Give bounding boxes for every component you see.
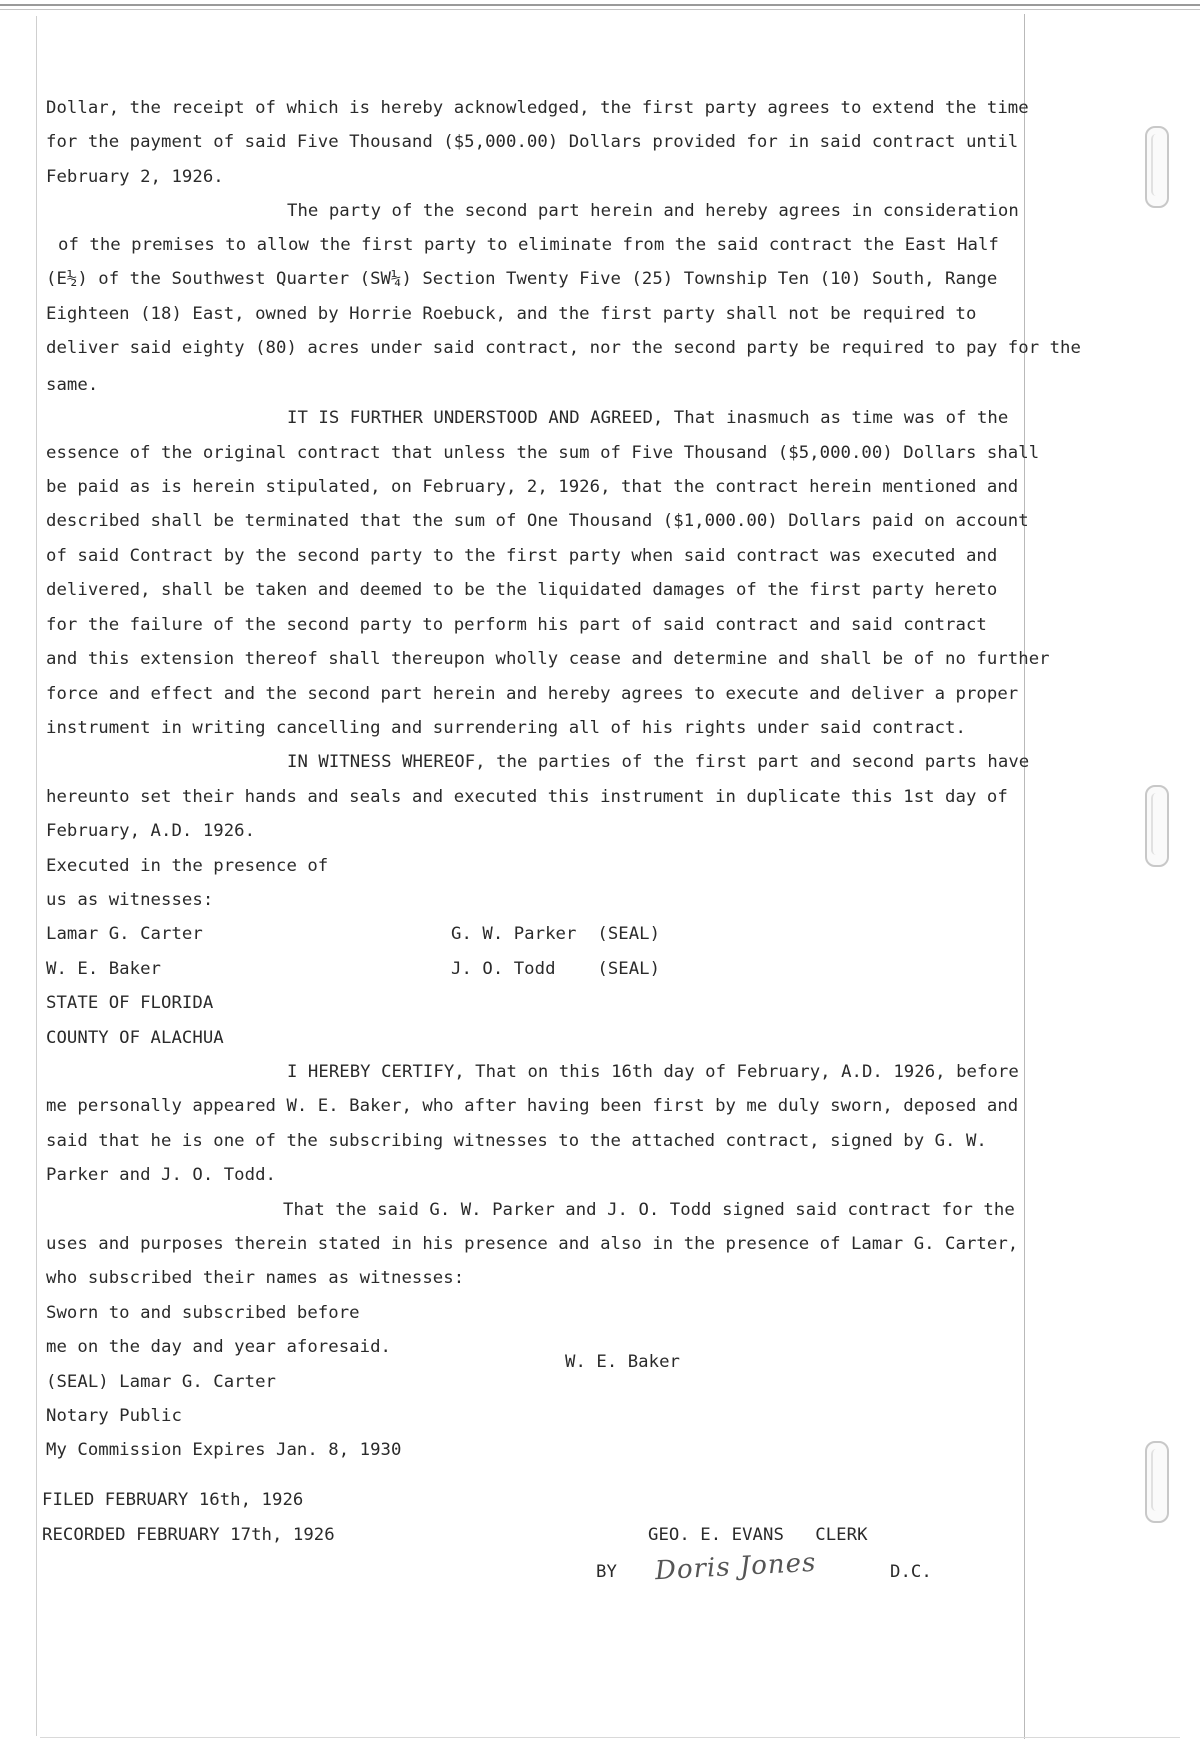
text-line-6: (E½) of the Southwest Quarter (SW¼) Section Twenty Five (25) Township Ten (10) South, Range [46, 269, 998, 289]
text-line-36: uses and purposes therein stated in his presence and also in the presence of Lamar G. Carter, [46, 1234, 1019, 1254]
text-line-1: Dollar, the receipt of which is hereby acknowledged, the first party agrees to extend the time [46, 98, 1029, 118]
text-line-19: instrument in writing cancelling and surrendering all of his rights under said contract. [46, 718, 966, 738]
text-line-2: for the payment of said Five Thousand ($5,000.00) Dollars provided for in said contract until [46, 132, 1019, 152]
text-line-18: force and effect and the second part herein and hereby agrees to execute and deliver a proper [46, 684, 1019, 704]
text-line-13: described shall be terminated that the sum of One Thousand ($1,000.00) Dollars paid on account [46, 511, 1029, 531]
text-line-8: deliver said eighty (80) acres under said contract, nor the second party be required to pay for the [46, 338, 1081, 358]
witness-we-baker: W. E. Baker [46, 959, 161, 979]
text-line-4: The party of the second part herein and hereby agrees in consideration [287, 201, 1019, 221]
text-line-16: for the failure of the second party to perform his part of said contract and said contract [46, 615, 987, 635]
right-margin-rule [1024, 14, 1025, 1739]
notary-public-line: Notary Public [46, 1406, 182, 1426]
text-line-38: Sworn to and subscribed before [46, 1303, 360, 1323]
text-line-23: Executed in the presence of [46, 856, 329, 876]
notary-seal-line: (SEAL) Lamar G. Carter [46, 1372, 276, 1392]
state-heading: STATE OF FLORIDA [46, 993, 214, 1013]
binder-ring-hole-top [1145, 126, 1169, 208]
text-line-31: I HEREBY CERTIFY, That on this 16th day of February, A.D. 1926, before [287, 1062, 1019, 1082]
text-line-22: February, A.D. 1926. [46, 821, 256, 841]
signatory-todd-seal: J. O. Todd (SEAL) [451, 959, 661, 979]
witness-lamar-carter: Lamar G. Carter [46, 924, 203, 944]
clerk-name-line: GEO. E. EVANS CLERK [648, 1525, 868, 1545]
text-line-5: of the premises to allow the first party to eliminate from the said contract the East Half [58, 235, 999, 255]
text-line-21: hereunto set their hands and seals and executed this instrument in duplicate this 1st day of [46, 787, 1008, 807]
filed-date-line: FILED FEBRUARY 16th, 1926 [42, 1490, 304, 1510]
text-line-33: said that he is one of the subscribing witnesses to the attached contract, signed by G. W. [46, 1131, 987, 1151]
top-border-rule-thin [0, 9, 1200, 10]
text-line-34: Parker and J. O. Todd. [46, 1165, 276, 1185]
left-margin-rule [36, 16, 37, 1736]
commission-expiry-line: My Commission Expires Jan. 8, 1930 [46, 1440, 402, 1460]
text-line-17: and this extension thereof shall thereupon wholly cease and determine and shall be of no further [46, 649, 1050, 669]
text-line-11: essence of the original contract that unless the sum of Five Thousand ($5,000.00) Dollars shall [46, 443, 1040, 463]
text-line-7: Eighteen (18) East, owned by Horrie Roebuck, and the first party shall not be required to [46, 304, 977, 324]
text-line-39: me on the day and year aforesaid. [46, 1337, 391, 1357]
text-line-14: of said Contract by the second party to the first party when said contract was executed and [46, 546, 998, 566]
text-line-3: February 2, 1926. [46, 167, 224, 187]
text-line-12: be paid as is herein stipulated, on February, 2, 1926, that the contract herein mentioned and [46, 477, 1019, 497]
signatory-parker-seal: G. W. Parker (SEAL) [451, 924, 661, 944]
binder-ring-hole-middle [1145, 785, 1169, 867]
text-line-15: delivered, shall be taken and deemed to be the liquidated damages of the first party hereto [46, 580, 998, 600]
recorded-date-line: RECORDED FEBRUARY 17th, 1926 [42, 1525, 335, 1545]
by-label: BY [596, 1562, 617, 1582]
text-line-10: IT IS FURTHER UNDERSTOOD AND AGREED, That inasmuch as time was of the [287, 408, 1009, 428]
text-line-20: IN WITNESS WHEREOF, the parties of the first part and second parts have [287, 752, 1030, 772]
text-line-37: who subscribed their names as witnesses: [46, 1268, 465, 1288]
text-line-24: us as witnesses: [46, 890, 214, 910]
affiant-signature-baker: W. E. Baker [565, 1352, 680, 1372]
text-line-35: That the said G. W. Parker and J. O. Todd signed said contract for the [283, 1200, 1015, 1220]
text-line-9: same. [46, 375, 99, 395]
text-line-32: me personally appeared W. E. Baker, who after having been first by me duly sworn, deposed and [46, 1096, 1019, 1116]
binder-ring-hole-bottom [1145, 1441, 1169, 1523]
bottom-border-rule [40, 1737, 1180, 1738]
top-border-rule [0, 4, 1200, 6]
deputy-clerk-label: D.C. [890, 1562, 932, 1582]
county-heading: COUNTY OF ALACHUA [46, 1028, 224, 1048]
deputy-clerk-signature: Doris Jones [654, 1547, 818, 1587]
